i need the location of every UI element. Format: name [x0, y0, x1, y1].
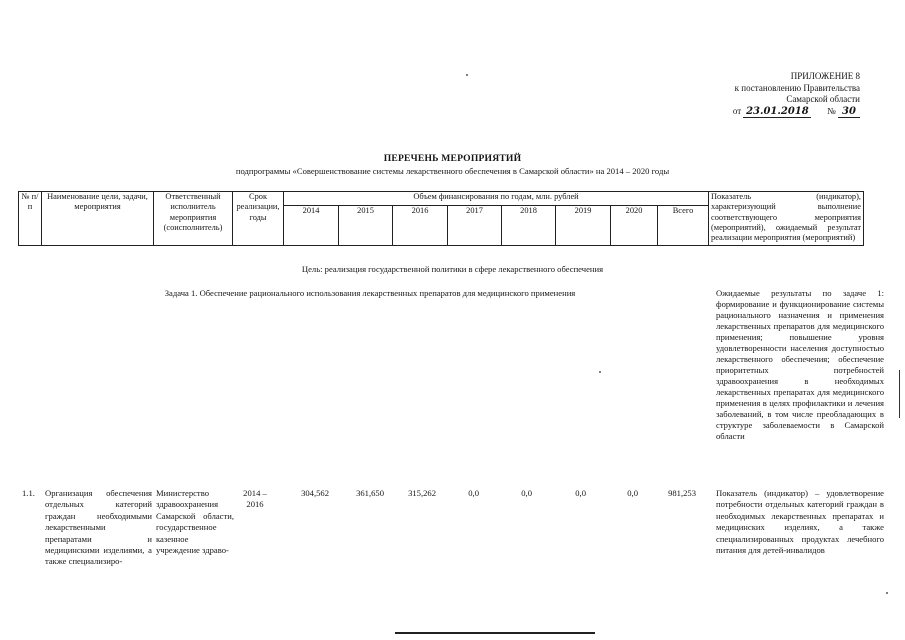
row-value-2018: 0,0 [521, 488, 532, 498]
header-col-term: Срок реализации, годы [233, 192, 284, 246]
scan-speck [466, 74, 468, 76]
header-col-funding: Объем финансирования по годам, млн. рублей [284, 192, 709, 206]
scan-speck [886, 592, 888, 594]
header-year-total: Всего [658, 206, 709, 246]
appendix-line2: Самарской области [786, 94, 860, 104]
expected-results: Ожидаемые результаты по задаче 1: формирование и функционирование системы рационального назначения и применения лекарственных препаратов для медицинского применения; повышение уровня удовлетворенности населения доступностью лекарственного обеспечения; обеспечение приоритетных потребностей здравоохранения в необходимых лекарственных препаратах для медицинского применения в целях профилактики и лечения заболеваний, в том числе преобладающих в структуре заболеваемости в Самарской области [716, 288, 884, 441]
header-year: 2017 [448, 206, 502, 246]
number-prefix: № [827, 105, 836, 116]
scan-speck [599, 371, 601, 373]
page-edge-line [395, 632, 595, 634]
margin-pen-mark [899, 370, 900, 418]
header-year: 2018 [502, 206, 556, 246]
header-table [18, 191, 864, 246]
row-value-total: 981,253 [668, 488, 696, 498]
appendix-line1: к постановлению Правительства [734, 82, 860, 93]
header-col-name: Наименование цели, задачи, мероприятия [42, 192, 154, 246]
row-responsible: Министерство здравоохранения Самарской области, государственное казенное учреждение здраво- [156, 488, 234, 556]
row-name: Организация обеспечения отдельных категорий граждан необходимыми лекарственными препаратами и медицинскими изделиями, а также специализиро- [45, 488, 152, 567]
appendix-date-line [690, 106, 860, 118]
row-num: 1.1. [22, 488, 35, 498]
row-indicator: Показатель (индикатор) – удовлетворение потребности отдельных категорий граждан в необходимых лекарственных препаратах и медицинских изделиях, а также специализированных продуктах лечебного питания для детей-инвалидов [716, 488, 884, 556]
row-value-2017: 0,0 [468, 488, 479, 498]
header-year: 2019 [556, 206, 611, 246]
appendix-block [690, 71, 860, 118]
header-year: 2014 [284, 206, 339, 246]
document-subtitle: подпрограммы «Совершенствование системы лекарственного обеспечения в Самарской области» на 2014 – 2020 годы [235, 166, 670, 176]
goal-line: Цель: реализация государственной политики в сфере лекарственного обеспечения [301, 264, 604, 274]
header-col-responsible: Ответственный исполнитель мероприятия (соисполнитель) [154, 192, 233, 246]
number-value: 30 [838, 107, 860, 118]
row-value-2016: 315,262 [408, 488, 436, 498]
row-term: 2014 – 2016 [243, 488, 267, 510]
header-year: 2016 [393, 206, 448, 246]
appendix-title: ПРИЛОЖЕНИЕ 8 [790, 71, 860, 81]
date-value: 23.01.2018 [743, 107, 811, 118]
row-value-2020: 0,0 [627, 488, 638, 498]
header-col-num: № п/п [19, 192, 42, 246]
task-line: Задача 1. Обеспечение рационального использования лекарственных препаратов для медицинского применения [164, 288, 576, 298]
row-value-2014: 304,562 [301, 488, 329, 498]
header-year: 2020 [611, 206, 658, 246]
date-prefix: от [732, 105, 742, 116]
row-value-2015: 361,650 [356, 488, 384, 498]
document-title: ПЕРЕЧЕНЬ МЕРОПРИЯТИЙ [383, 153, 522, 164]
row-value-2019: 0,0 [575, 488, 586, 498]
header-col-indicator: Показатель (индикатор), характеризующий выполнение соответствующего мероприятия (мероприятий), ожидаемый результат реализации мероприятия (мероприятий) [709, 192, 864, 246]
header-year: 2015 [339, 206, 393, 246]
